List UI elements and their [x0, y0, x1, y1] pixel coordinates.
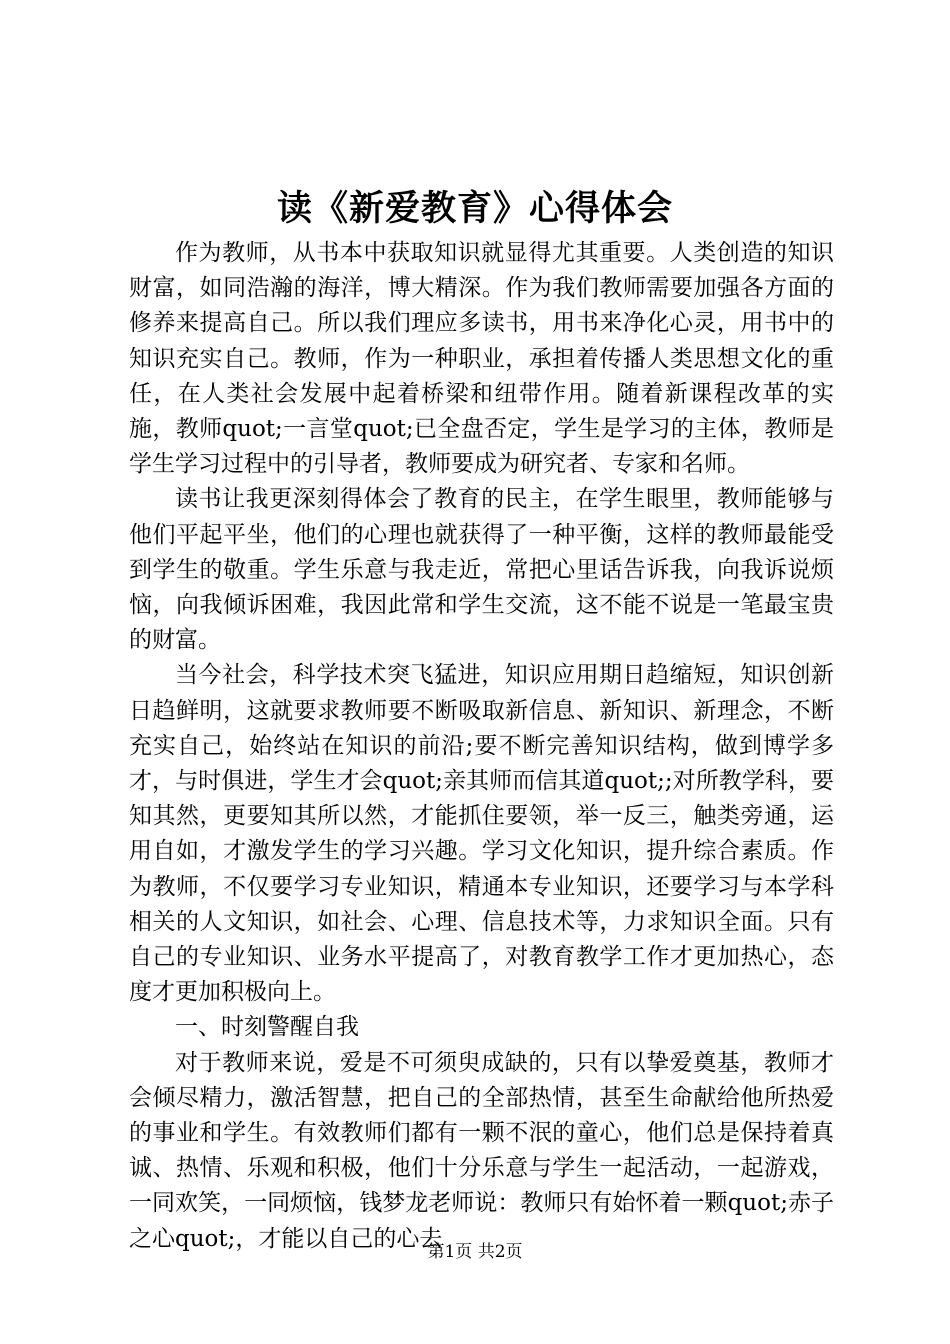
- section-heading: 一、时刻警醒自我: [175, 1014, 359, 1041]
- paragraph-1: 作为教师，从书本中获取知识就显得尤其重要。人类创造的知识财富，如同浩瀚的海洋，博大精深。作为我们教师需要加强各方面的修养来提高自己。所以我们理应多读书，用书来净化心灵，用书中的知识充实自己。教师，作为一种职业，承担着传播人类思想文化的重任，在人类社会发展中起着桥梁和纽带作用。随着新课程改革的实施，教师quot;一言堂quot;已全盘否定，学生是学习的主体，教师是学生学习过程中的引导者，教师要成为研究者、专家和名师。: [129, 240, 834, 478]
- section-paragraph: 对于教师来说，爱是不可须臾成缺的，只有以挚爱奠基，教师才会倾尽精力，激活智慧，把自己的全部热情，甚至生命献给他所热爱的事业和学生。有效教师们都有一颗不泯的童心，他们总是保持着真诚、热情、乐观和积极，他们十分乐意与学生一起活动，一起游戏，一同欢笑，一同烦恼，钱梦龙老师说：教师只有始怀着一颗quot;赤子之心quot;，才能以自己的心去: [129, 1049, 834, 1252]
- document-body: [129, 236, 834, 1257]
- paragraph-3: 当今社会，科学技术突飞猛进，知识应用期日趋缩短，知识创新日趋鲜明，这就要求教师要不断吸取新信息、新知识、新理念，不断充实自己，始终站在知识的前沿;要不断完善知识结构，做到博学多才，与时俱进，学生才会quot;亲其师而信其道quot;;对所教学科，要知其然，更要知其所以然，才能抓住要领，举一反三，触类旁通，运用自如，才激发学生的学习兴趣。学习文化知识，提升综合素质。作为教师，不仅要学习专业知识，精通本专业知识，还要学习与本学科相关的人文知识，如社会、心理、信息技术等，力求知识全面。只有自己的专业知识、业务水平提高了，对教育教学工作才更加热心，态度才更加积极向上。: [129, 662, 834, 1006]
- document-title: 读《新爱教育》心得体会: [276, 188, 673, 229]
- paragraph-2: 读书让我更深刻得体会了教育的民主，在学生眼里，教师能够与他们平起平坐，他们的心理也就获得了一种平衡，这样的教师最能受到学生的敬重。学生乐意与我走近，常把心里话告诉我，向我诉说烦恼，向我倾诉困难，我因此常和学生交流，这不能不说是一笔最宝贵的财富。: [129, 486, 834, 654]
- page-footer: 第1页 共2页: [427, 1242, 523, 1262]
